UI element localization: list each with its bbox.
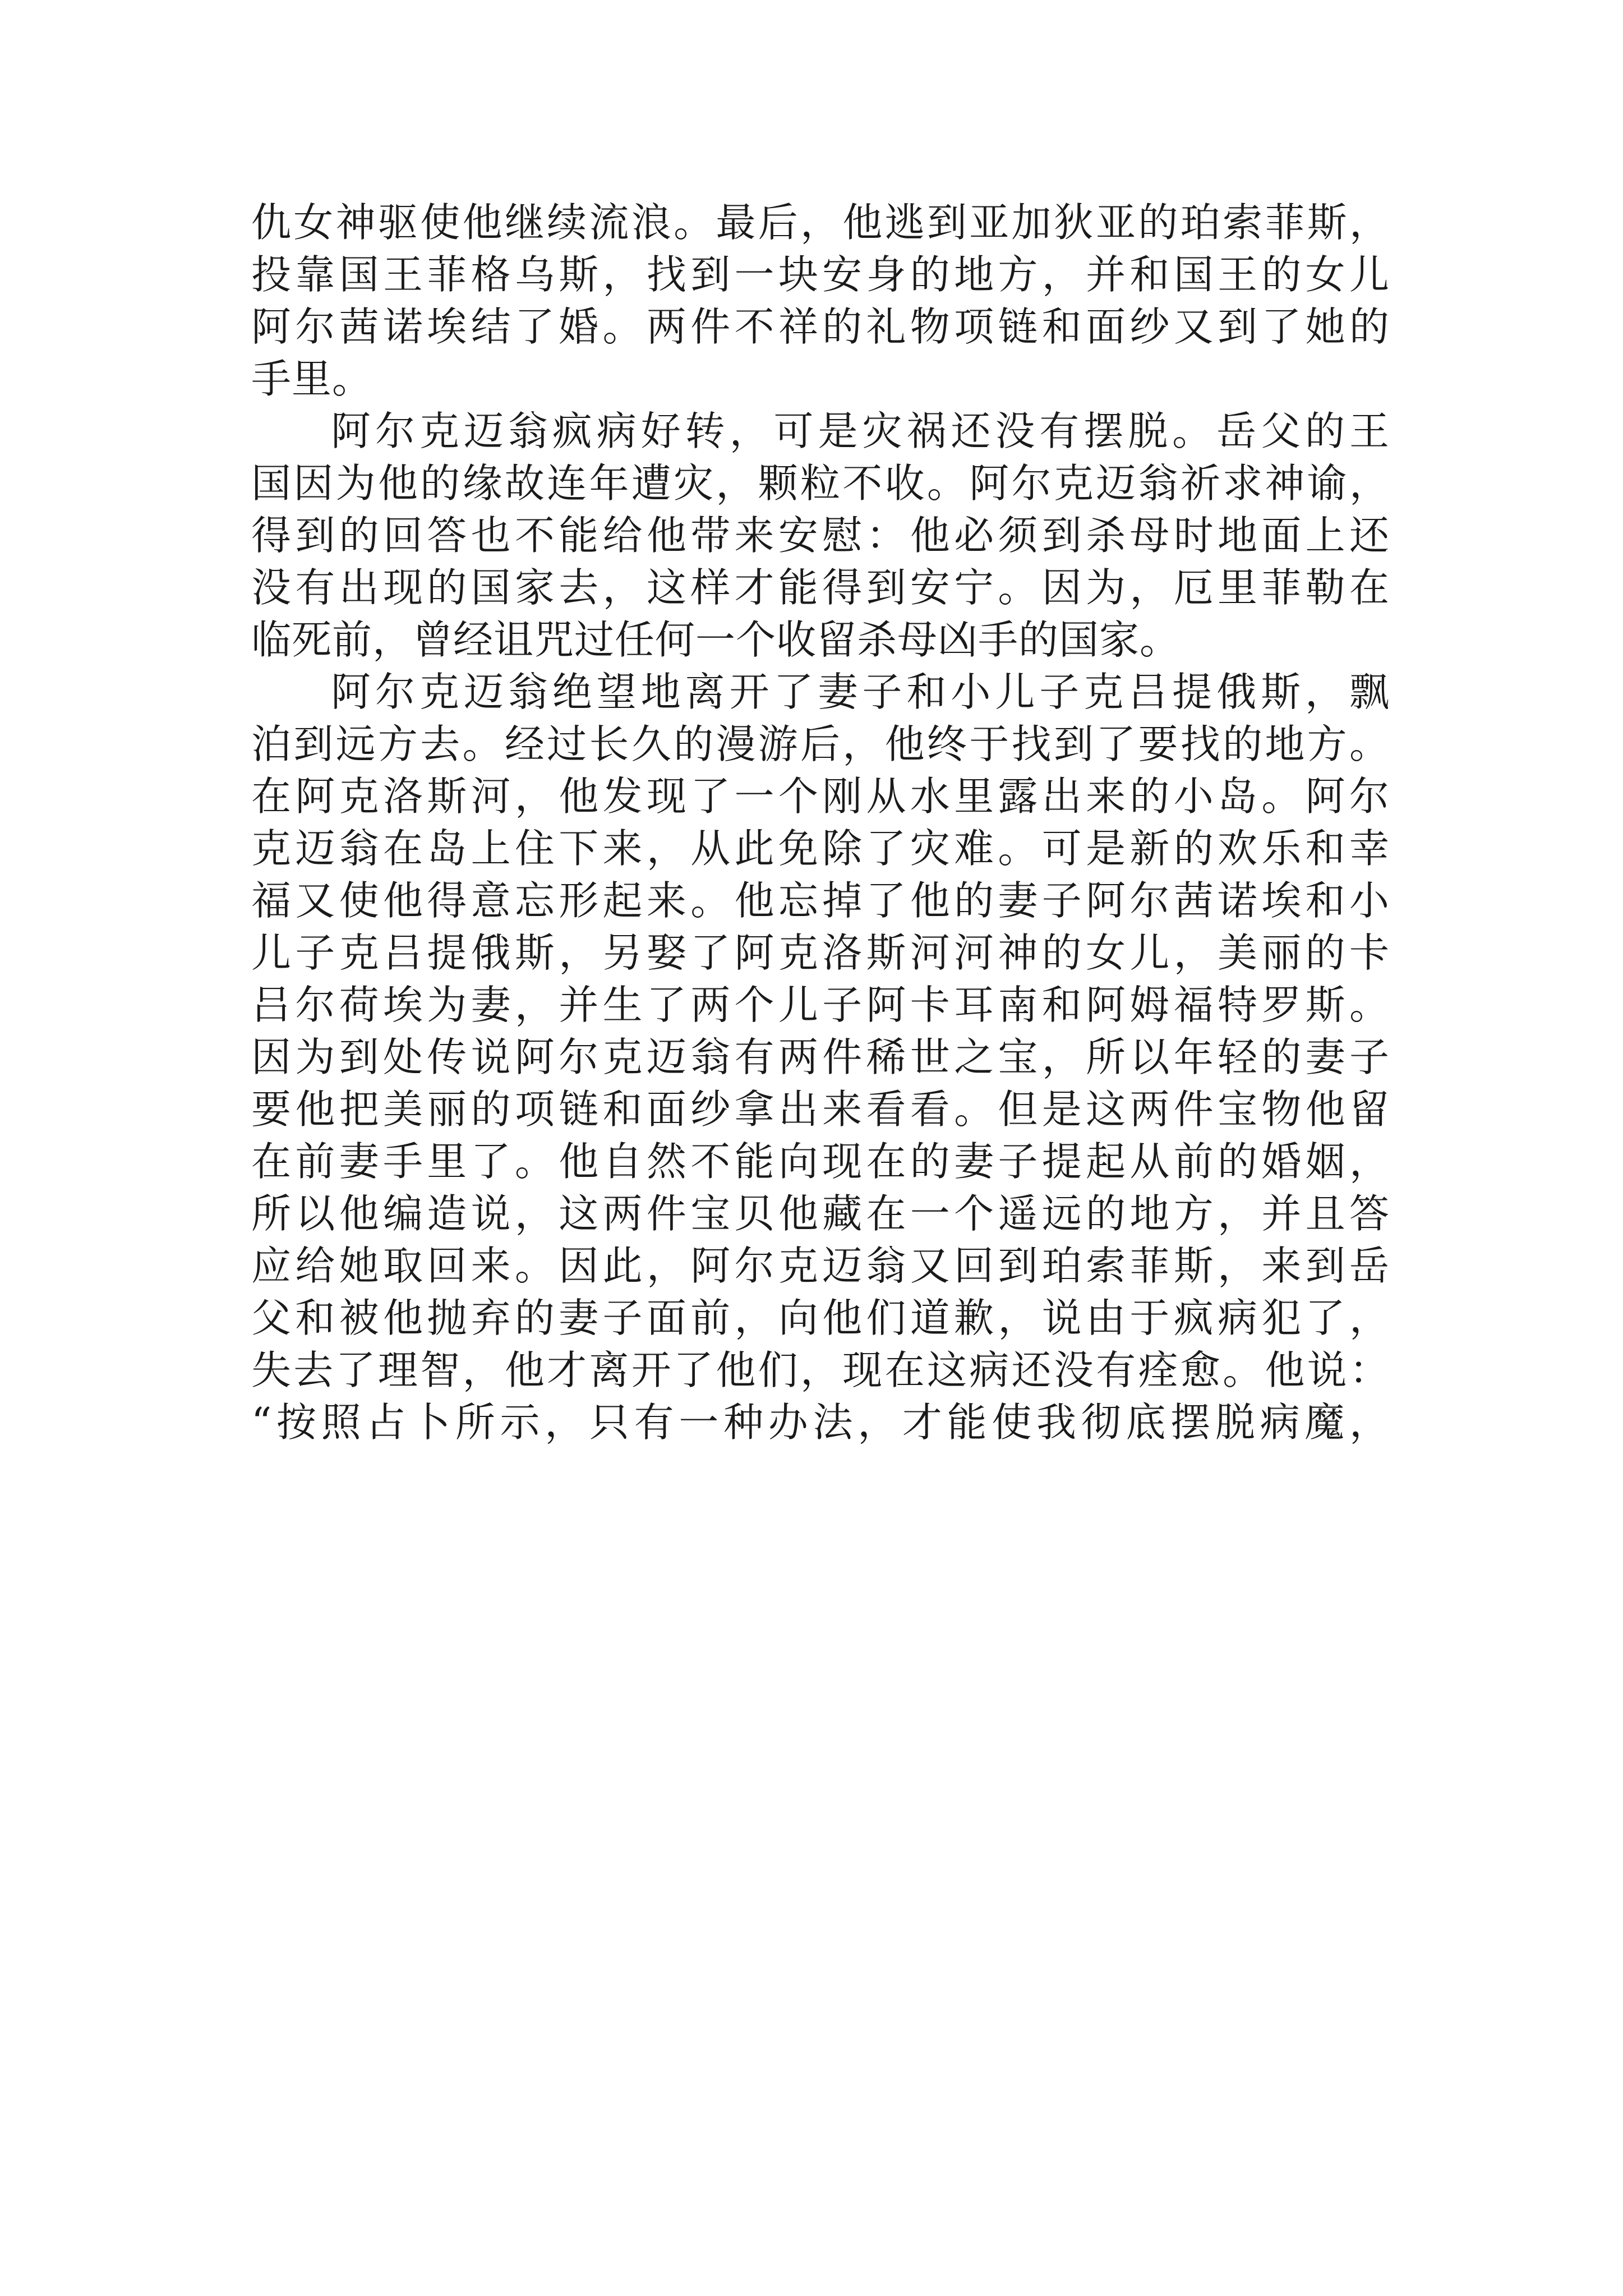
text-line: 投靠国王菲格乌斯，找到一块安身的地方，并和国王的女儿 (251, 251, 1390, 298)
text-line: 泊到远方去。经过长久的漫游后，他终于找到了要找的地方。 (251, 721, 1390, 767)
text-line: 儿子克吕提俄斯，另娶了阿克洛斯河河神的女儿，美丽的卡 (251, 930, 1390, 976)
text-line: 临死前，曾经诅咒过任何一个收留杀母凶手的国家。 (251, 616, 1181, 663)
text-line: 阿尔茜诺埃结了婚。两件不祥的礼物项链和面纱又到了她的 (251, 303, 1390, 350)
text-line: 得到的回答也不能给他带来安慰：他必须到杀母时地面上还 (251, 512, 1390, 559)
text-line: 吕尔荷埃为妻，并生了两个儿子阿卡耳南和阿姆福特罗斯。 (251, 982, 1390, 1028)
text-line: 克迈翁在岛上住下来，从此免除了灾难。可是新的欢乐和幸 (251, 825, 1390, 872)
text-line: 在阿克洛斯河，他发现了一个刚从水里露出来的小岛。阿尔 (251, 773, 1390, 820)
paragraph (251, 666, 1390, 1448)
text-line: 应给她取回来。因此，阿尔克迈翁又回到珀索菲斯，来到岳 (251, 1243, 1390, 1289)
text-line: 父和被他抛弃的妻子面前，向他们道歉，说由于疯病犯了， (251, 1295, 1390, 1341)
text-line: 失去了理智，他才离开了他们，现在这病还没有痊愈。他说： (251, 1347, 1390, 1393)
text-line: “按照占卜所示，只有一种办法，才能使我彻底摆脱病魔， (251, 1399, 1390, 1446)
paragraph (251, 405, 1390, 666)
text-line: 没有出现的国家去，这样才能得到安宁。因为，厄里菲勒在 (251, 564, 1390, 611)
text-line: 手里。 (251, 356, 373, 402)
body-text (251, 196, 1390, 1448)
text-line: 阿尔克迈翁绝望地离开了妻子和小儿子克吕提俄斯，飘 (331, 669, 1390, 715)
text-line: 要他把美丽的项链和面纱拿出来看看。但是这两件宝物他留 (251, 1086, 1390, 1133)
text-line: 所以他编造说，这两件宝贝他藏在一个遥远的地方，并且答 (251, 1190, 1390, 1237)
text-line: 仇女神驱使他继续流浪。最后，他逃到亚加狄亚的珀索菲斯， (251, 199, 1390, 246)
text-line: 阿尔克迈翁疯病好转，可是灾祸还没有摆脱。岳父的王 (331, 408, 1390, 454)
paragraph (251, 196, 1390, 405)
text-line: 在前妻手里了。他自然不能向现在的妻子提起从前的婚姻， (251, 1138, 1390, 1185)
text-line: 因为到处传说阿尔克迈翁有两件稀世之宝，所以年轻的妻子 (251, 1034, 1390, 1080)
text-line: 福又使他得意忘形起来。他忘掉了他的妻子阿尔茜诺埃和小 (251, 877, 1390, 924)
text-line: 国因为他的缘故连年遭灾，颗粒不收。阿尔克迈翁祈求神谕， (251, 460, 1390, 507)
